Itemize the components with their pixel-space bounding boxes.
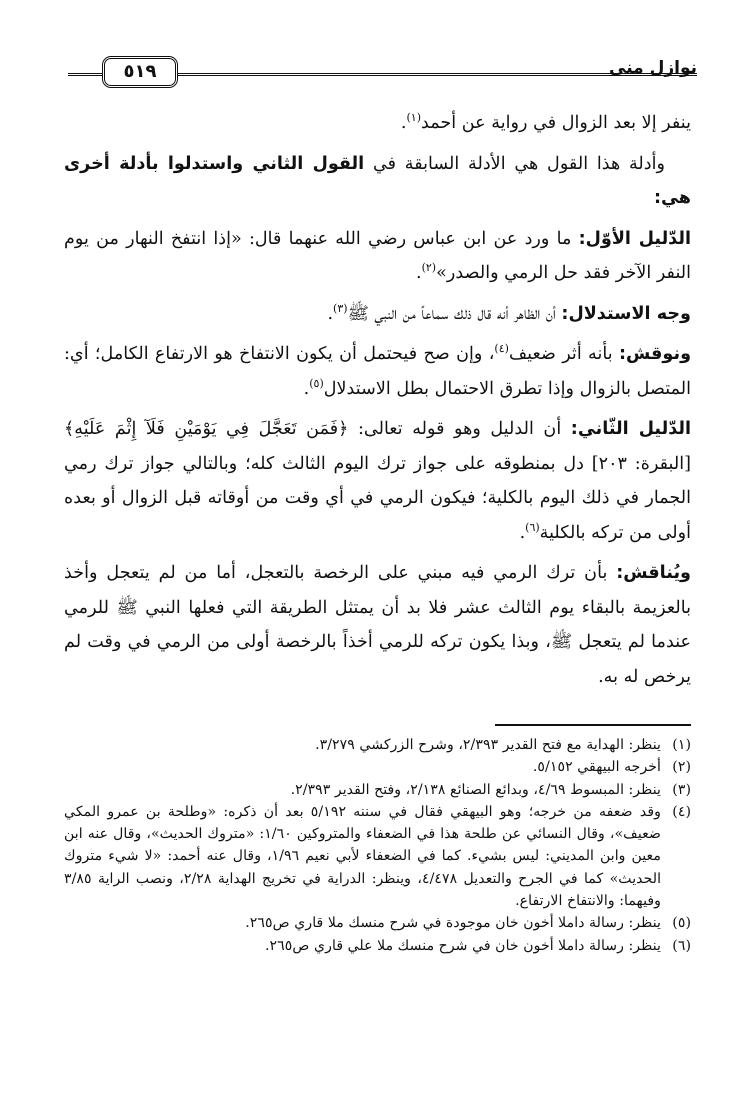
paragraph-text: أن الدليل وهو قوله تعالى: ﴿فَمَن تَعَجَّلَ فِي يَوْمَيْنِ فَلَآ إِثْمَ عَلَيْهِ﴾ [البقرة: ٢٠٣] دل بمنطوقه على جواز ترك اليوم الثالث كله؛ وبالتالي جواز ترك رمي الجمار في ذلك اليوم بالكلية؛ فيكون الرمي في أي وقت من أوقاته قبل الزوال أو بعده أولى من تركه بالكلية xyxy=(64,419,691,543)
inference-heading: وجه الاستدلال: xyxy=(561,303,691,324)
paragraph-end: . xyxy=(400,113,407,133)
footnote-number: (٢) xyxy=(672,759,691,776)
footnote xyxy=(64,912,691,934)
footnote-ref: (٦) xyxy=(525,520,540,534)
page-header xyxy=(68,52,697,96)
main-text xyxy=(64,106,691,694)
objection-heading: ونوقش: xyxy=(619,344,691,364)
paragraph xyxy=(64,147,691,216)
footnotes xyxy=(64,734,691,957)
footnote xyxy=(64,801,691,912)
paragraph xyxy=(64,297,691,332)
objection-heading: ويُناقش: xyxy=(616,563,691,583)
paragraph xyxy=(64,556,691,694)
footnote-ref: (٢) xyxy=(421,261,437,275)
footnote-number: (٤) xyxy=(672,803,691,820)
paragraph xyxy=(64,412,691,550)
footnote-ref: (١) xyxy=(406,111,422,125)
footnote-text: ينظر: رسالة داملا أخون خان في شرح منسك ملا علي قاري ص٢٦٥. xyxy=(264,937,661,954)
footnote-text: ينظر: المبسوط ٤/٦٩، وبدائع الصنائع ٢/١٣٨، وفتح القدير ٢/٣٩٣. xyxy=(290,781,661,798)
paragraph-end: . xyxy=(415,263,422,283)
footnote xyxy=(64,779,691,801)
evidence-heading: الدّليل الثّاني: xyxy=(570,419,691,439)
footnote-ref: (٥) xyxy=(309,376,324,390)
footnote-number: (٥) xyxy=(672,915,691,932)
paragraph-text: بأنه أثر ضعيف xyxy=(508,344,613,364)
running-title: نوازل منى xyxy=(609,58,697,78)
footnote-number: (٣) xyxy=(672,781,691,798)
paragraph-text: ما ورد عن ابن عباس رضي الله عنهما قال: «إذا انتفخ النهار من يوم النفر الآخر فقد حل الرمي والصدر» xyxy=(64,228,691,283)
page-number: ٥١٩ xyxy=(102,56,178,88)
footnote-separator xyxy=(495,724,691,726)
footnote-ref: (٣) xyxy=(333,301,348,315)
paragraph-text: بأن ترك الرمي فيه مبني على الرخصة بالتعجل، أما من لم يتعجل وأخذ بالعزيمة بالبقاء يوم الثالث عشر فلا بد أن يمتثل الطريقة التي فعلها النبي ﷺ للرمي عندما لم يتعجل ﷺ، وبذا يكون تركه للرمي أخذاً بالرخصة أولى من الرمي في وقت لم يرخص له به. xyxy=(64,563,691,687)
footnote xyxy=(64,935,691,957)
paragraph-end: . xyxy=(303,378,310,399)
footnote-number: (٦) xyxy=(672,937,691,954)
footnote-text: ينظر: الهداية مع فتح القدير ٢/٣٩٣، وشرح الزركشي ٣/٢٧٩. xyxy=(315,737,661,753)
paragraph-end: . xyxy=(519,522,526,543)
footnote xyxy=(64,756,691,778)
footnote xyxy=(64,734,691,756)
paragraph-end: . xyxy=(327,303,334,324)
evidence-heading: الدّليل الأوّل: xyxy=(578,228,691,249)
paragraph-text: ينفر إلا بعد الزوال في رواية عن أحمد xyxy=(421,113,691,133)
footnote-text: وقد ضعفه من خرجه؛ وهو البيهقي فقال في سننه ٥/١٩٢ بعد أن ذكره: «وطلحة بن عمرو المكي ضعيف»، وقال النسائي عن طلحة هذا في الضعفاء والمتروكين ١/٦٠: «متروك الحديث»، وقال عنه ابن معين وابن المديني: ليس بشيء. كما في الضعفاء لأبي نعيم ١/٩٦، وقال عنه أحمد: «لا شيء متروك الحديث» كما في الجرح والتعديل ٤/٤٧٨، وينظر: الدراية في تخريج الهداية ٢/٢٨، ونصب الراية ٣/٨٥ وفيهما: والانتفاخ الارتفاع. xyxy=(64,803,662,910)
bold-phrase: القول الثاني واستدلوا بأدلة أخرى هي: xyxy=(64,153,691,208)
paragraph-text: أن الظاهر أنه قال ذلك سماعاً من النبي ﷺ xyxy=(347,303,556,324)
paragraph xyxy=(64,222,691,291)
paragraph-text-cont: ، وإن صح فيحتمل أن يكون الانتفاخ هو الارتفاع الكامل؛ أي: المتصل بالزوال وإذا تطرق الاحتمال بطل الاستدلال xyxy=(64,344,691,399)
footnote-ref: (٤) xyxy=(494,342,509,356)
paragraph xyxy=(64,106,691,141)
paragraph xyxy=(64,337,691,406)
footnote-number: (١) xyxy=(672,737,691,753)
paragraph-text: وأدلة هذا القول هي الأدلة السابقة في xyxy=(372,153,666,174)
footnote-text: أخرجه البيهقي ٥/١٥٢. xyxy=(532,759,661,776)
footnote-text: ينظر: رسالة داملا أخون خان موجودة في شرح منسك ملا قاري ص٢٦٥. xyxy=(245,915,661,932)
